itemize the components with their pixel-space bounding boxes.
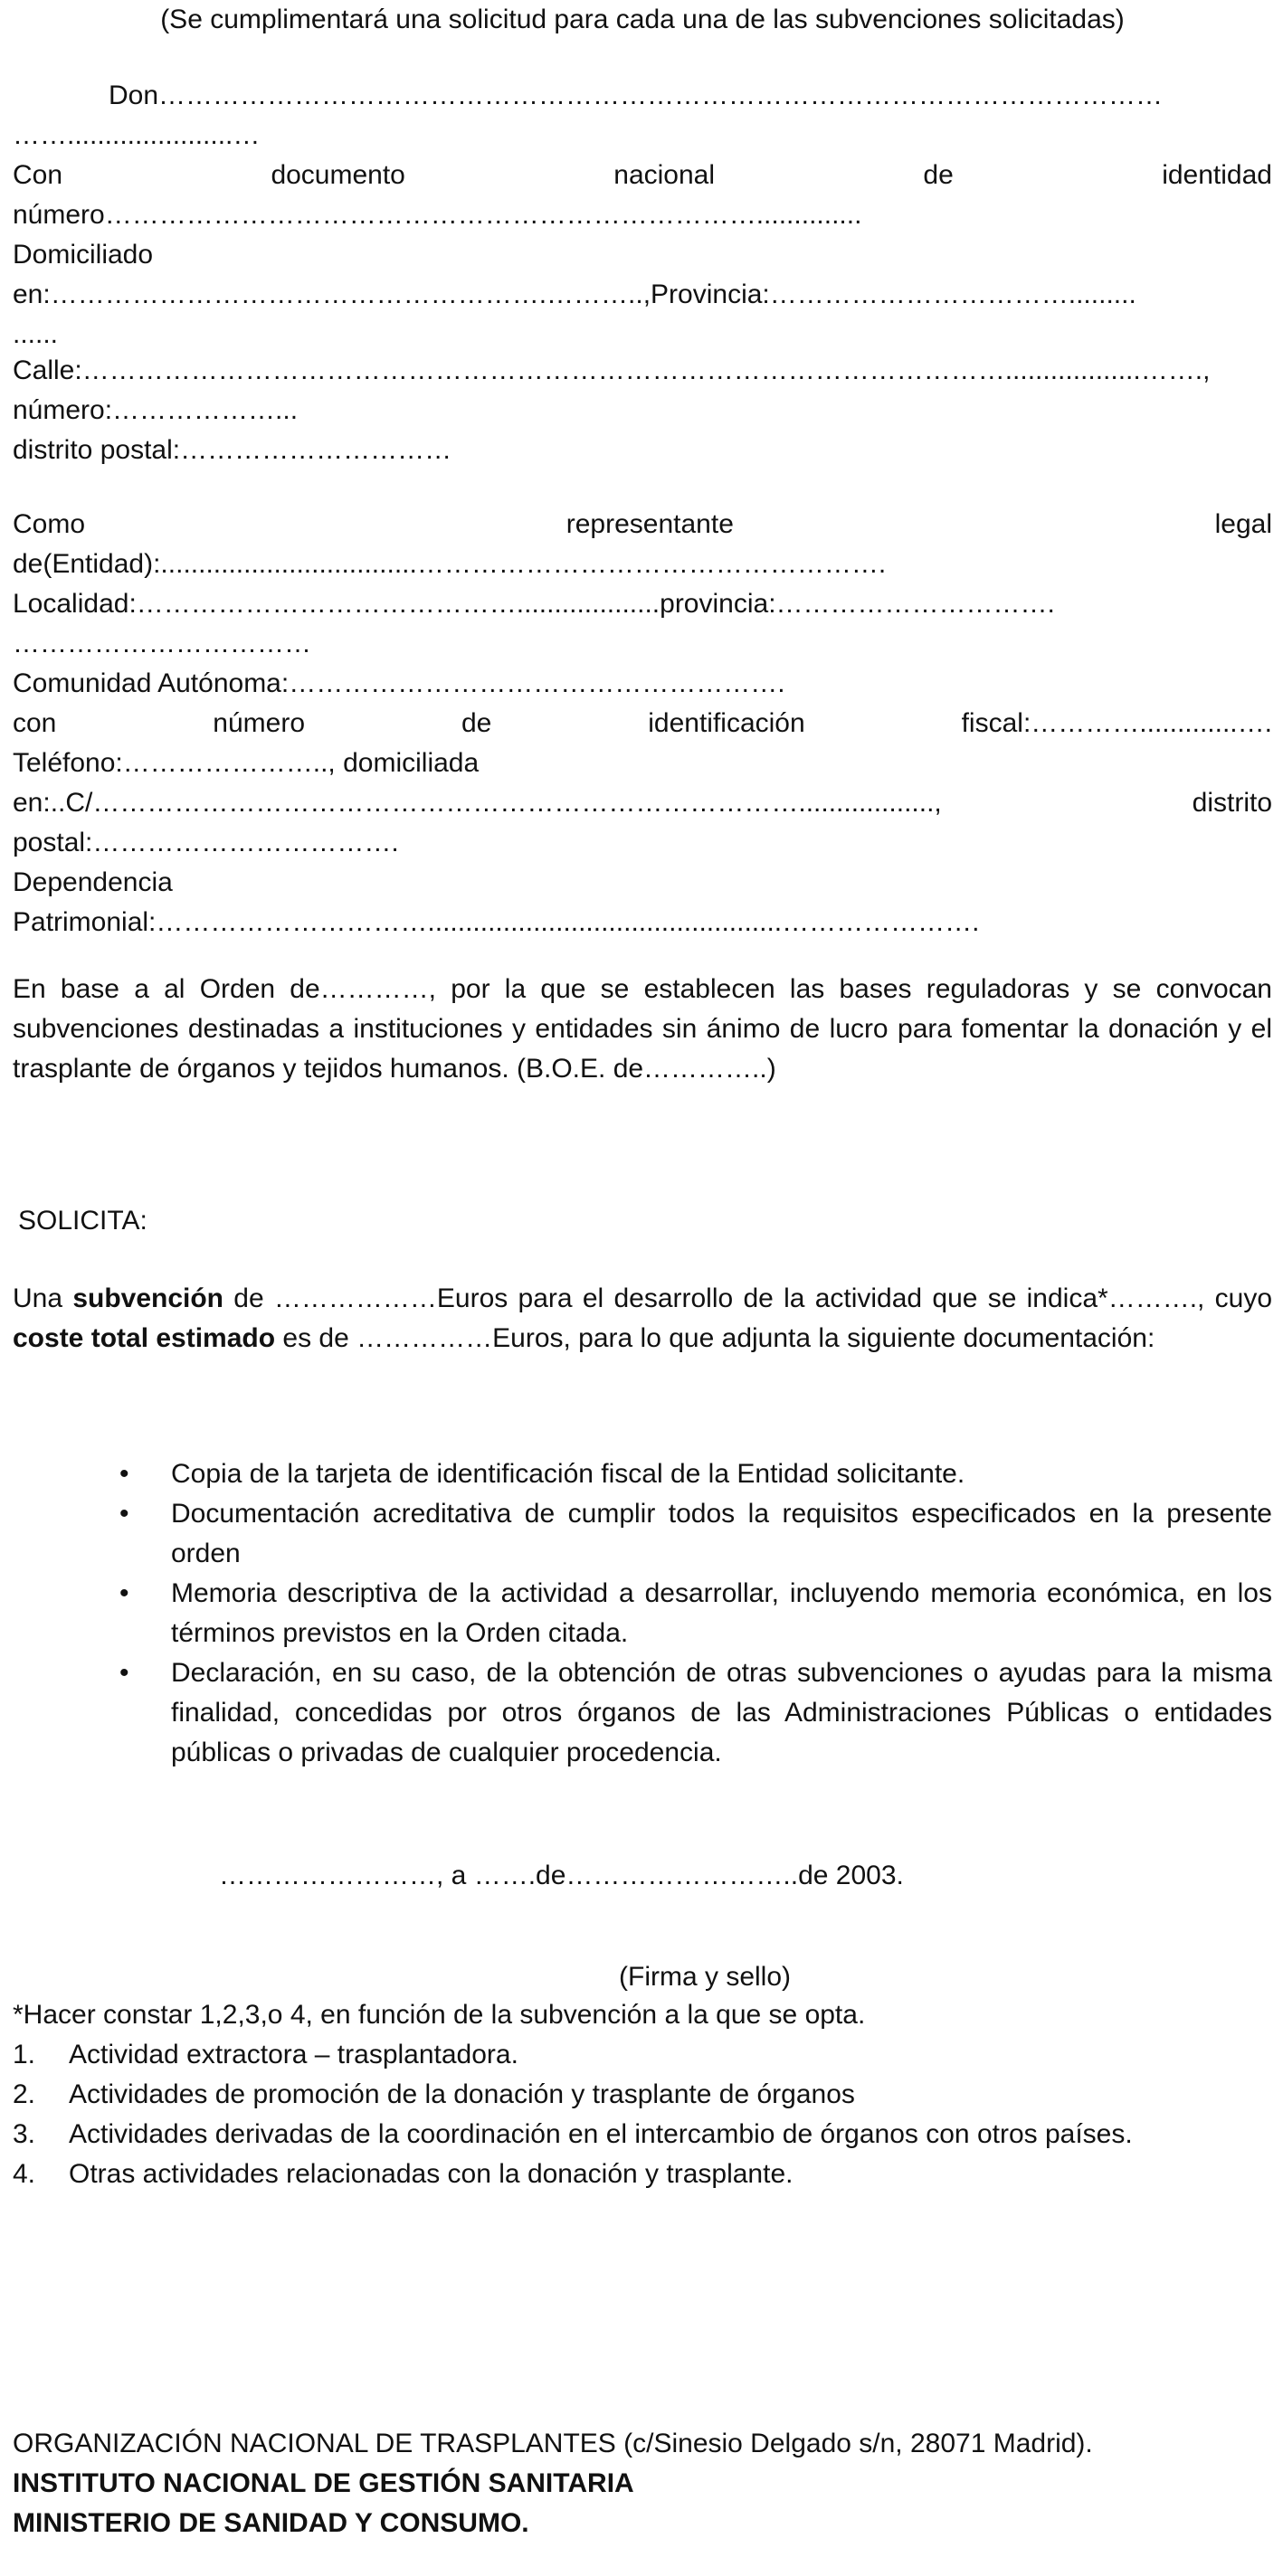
representative-word: legal <box>1214 509 1272 539</box>
dni-line <box>13 156 1272 195</box>
tax-id-word: identificación <box>648 708 805 738</box>
tax-id-word: de <box>461 708 492 738</box>
don-line-continuation: ……......................… <box>13 120 261 150</box>
solicita-heading: SOLICITA: <box>18 1206 147 1236</box>
dni-word: Con <box>13 160 63 190</box>
representative-word: Como <box>13 509 86 539</box>
tax-id-word: número <box>213 708 306 738</box>
list-item <box>13 1653 1272 1773</box>
list-item-text: Actividades derivadas de la coordinación en el intercambio de órganos con otros países. <box>69 2119 1133 2149</box>
dni-word: identidad <box>1162 160 1272 190</box>
list-item <box>13 1574 1272 1653</box>
locality-province-line: Localidad:……………………………………...................provincia:…………………………. <box>13 589 1055 619</box>
entity-street-field: en:..C/…………………………………………………………………….................., <box>13 788 942 818</box>
request-text: es de ……………Euros, para lo que adjunta la siguiente documentación: <box>275 1323 1155 1353</box>
dni-number-line: número……………………………………………………………….............. <box>13 200 862 230</box>
list-item-text: Memoria descriptiva de la actividad a desarrollar, incluyendo memoria económica, en los términos previstos en la Orden citada. <box>171 1578 1272 1648</box>
entity-street-line <box>13 783 1272 823</box>
organization-address: ORGANIZACIÓN NACIONAL DE TRASPLANTES (c/Sinesio Delgado s/n, 28071 Madrid). <box>13 2429 1093 2458</box>
locality-continuation: …………………………… <box>13 629 311 658</box>
list-number: 4. <box>13 2159 36 2189</box>
list-item-text: Actividades de promoción de la donación y trasplante de órganos <box>69 2079 855 2109</box>
dni-word: documento <box>271 160 405 190</box>
list-item-text: Documentación acreditativa de cumplir todos la requisitos especificados en la presente orden <box>171 1499 1272 1568</box>
activities-list <box>13 2035 1225 2194</box>
list-item-text: Otras actividades relacionadas con la donación y trasplante. <box>69 2159 794 2189</box>
tax-id-line <box>13 704 1272 743</box>
list-item <box>13 1494 1272 1574</box>
street-number-line: número:………………... <box>13 395 299 425</box>
phone-line: Teléfono:………………….., domiciliada <box>13 748 480 778</box>
residence-province-line: en:……………………………………………….………..,Provincia:……………………………......... <box>13 279 1136 309</box>
entity-section <box>13 505 1272 942</box>
institute-name: INSTITUTO NACIONAL DE GESTIÓN SANITARIA <box>13 2468 634 2498</box>
list-item <box>13 2035 1225 2075</box>
signature-label: (Firma y sello) <box>619 1962 792 1992</box>
footnote: *Hacer constar 1,2,3,o 4, en función de la subvención a la que se opta. <box>13 2000 866 2030</box>
request-paragraph <box>13 1279 1272 1359</box>
list-number: 1. <box>13 2040 36 2069</box>
entity-name-line: de(Entidad):..................................……………………………………………. <box>13 549 887 579</box>
request-bold-subvencion: subvención <box>72 1283 224 1313</box>
representative-line <box>13 505 1272 545</box>
list-item <box>13 2075 1225 2115</box>
dni-word: nacional <box>613 160 716 190</box>
footer <box>13 2424 1272 2543</box>
tax-id-word: con <box>13 708 57 738</box>
list-number: 3. <box>13 2119 36 2149</box>
ministry-name: MINISTERIO DE SANIDAD Y CONSUMO. <box>13 2508 529 2538</box>
street-line: Calle:…………………………………………………………………………………………..................……., <box>13 355 1211 385</box>
header-note: (Se cumplimentará una solicitud para cada una de las subvenciones solicitadas) <box>160 5 1125 34</box>
list-item-text: Actividad extractora – trasplantadora. <box>69 2040 518 2069</box>
bullet-icon: • <box>119 1578 129 1608</box>
entity-postal-line: postal:……………………………. <box>13 828 399 857</box>
domiciliado-label: Domiciliado <box>13 240 154 270</box>
autonomous-community-line: Comunidad Autónoma:………………………………………………. <box>13 668 785 698</box>
date-line: ……………………, a …….de……………………..de 2003. <box>219 1861 904 1890</box>
documents-list <box>13 1454 1272 1773</box>
list-item <box>13 1454 1272 1494</box>
residence-continuation: ...... <box>13 319 59 349</box>
bullet-icon: • <box>119 1499 129 1529</box>
list-item-text: Declaración, en su caso, de la obtención de otras subvenciones o ayudas para la misma finalidad, concedidas por otros órganos de las Administraciones Públicas o entidades públicas o privadas de cualquier procedencia. <box>171 1658 1272 1767</box>
request-bold-cost: coste total estimado <box>13 1323 276 1353</box>
dependencia-label: Dependencia <box>13 867 173 897</box>
applicant-section <box>13 76 1272 470</box>
patrimonial-line: Patrimonial:…………………………...............................................…………………. <box>13 907 980 937</box>
bullet-icon: • <box>119 1459 129 1489</box>
list-item <box>13 2155 1225 2194</box>
representative-word: representante <box>565 509 734 539</box>
tax-id-word: fiscal:………….............…. <box>961 708 1272 738</box>
list-number: 2. <box>13 2079 36 2109</box>
list-item-text: Copia de la tarjeta de identificación fiscal de la Entidad solicitante. <box>171 1459 965 1489</box>
list-item <box>13 2115 1225 2155</box>
postal-district-line: distrito postal:………………………… <box>13 435 452 465</box>
request-text: de ………………Euros para el desarrollo de la actividad que se indica*………., cuyo <box>223 1283 1273 1313</box>
request-text: Una <box>13 1283 73 1313</box>
don-line: Don………………………………………………………………………………………………… <box>109 80 1164 110</box>
dni-word: de <box>923 160 954 190</box>
bullet-icon: • <box>119 1658 129 1688</box>
preamble-paragraph: En base a al Orden de…………, por la que se establecen las bases reguladoras y se convocan subvenciones destinadas a instituciones y entidades sin ánimo de lucro para fomentar la donación y el trasplante de órganos y tejidos humanos. (B.O.E. de…………..) <box>13 974 1272 1084</box>
entity-district-label: distrito <box>1192 788 1272 818</box>
